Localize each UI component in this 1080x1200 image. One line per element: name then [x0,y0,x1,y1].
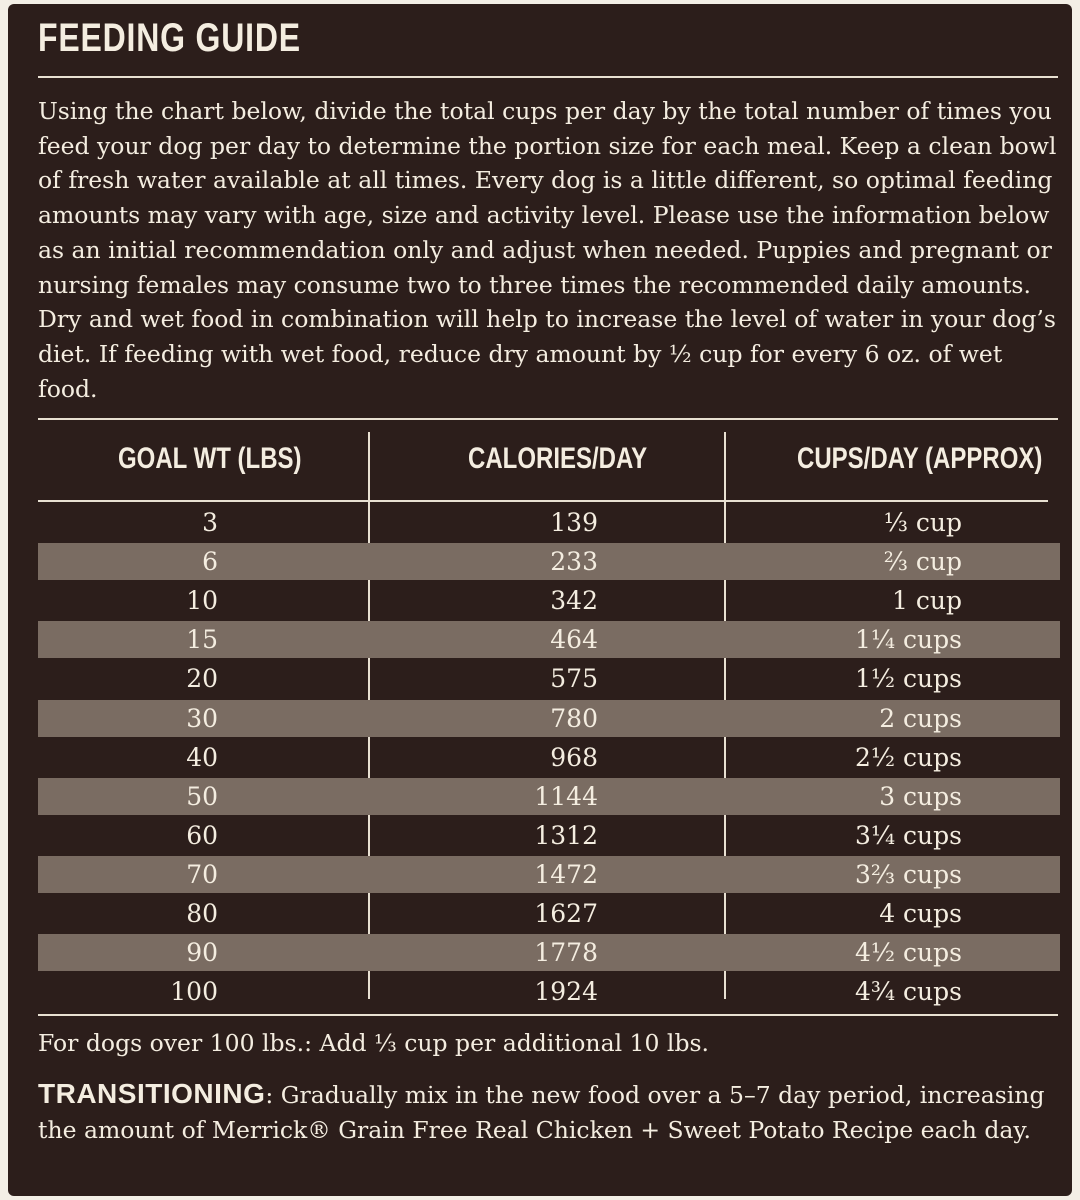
cell-cups: 1½ cups [854,664,962,694]
cell-goal-weight: 15 [186,625,218,655]
feeding-guide-panel [8,4,1072,1196]
cell-goal-weight: 40 [186,742,218,772]
transitioning-section [38,1076,1058,1148]
cell-calories: 1924 [534,977,598,1007]
cell-calories: 968 [550,742,598,772]
table-row [38,543,1060,580]
table-row [38,621,1060,658]
cell-cups: ⅓ cup [883,508,962,537]
cell-cups: 3¼ cups [854,820,962,850]
table-row [38,582,1060,619]
header-cups: CUPS/DAY (APPROX) [797,442,1043,475]
cell-cups: 3⅔ cups [854,859,962,889]
transitioning-text: : Gradually mix in the new food over a 5–7 day period, increasing the amount of Merrick® Grain Free Real Chicken + Sweet Potato Recipe each day. [38,1081,1045,1144]
cell-calories: 139 [550,508,598,537]
large-dog-note: For dogs over 100 lbs.: Add ⅓ cup per additional 10 lbs. [38,1029,710,1057]
table-row [38,817,1060,854]
cell-calories: 464 [550,625,598,655]
table-row [38,778,1060,815]
cell-goal-weight: 90 [186,938,218,968]
cell-cups: 1¼ cups [854,625,962,655]
cell-goal-weight: 10 [186,586,218,616]
cell-goal-weight: 50 [186,781,218,811]
cell-calories: 1778 [534,938,598,968]
cell-cups: 4½ cups [854,938,962,968]
cell-cups: 1 cup [892,586,962,616]
header-divider [38,500,1048,502]
title-divider [38,76,1058,78]
cell-goal-weight: 70 [186,859,218,889]
cell-cups: 3 cups [879,781,962,811]
cell-cups: 2 cups [879,703,962,733]
cell-cups: 4 cups [879,899,962,928]
header-goal-weight: GOAL WT (LBS) [118,442,302,475]
cell-cups: 2½ cups [854,742,962,772]
cell-goal-weight: 30 [186,703,218,733]
table-row [38,973,1060,1010]
cell-cups: 4¾ cups [854,977,962,1007]
cell-goal-weight: 80 [186,899,218,928]
table-row [38,856,1060,893]
cell-calories: 233 [550,547,598,577]
table-row [38,700,1060,737]
table-row [38,934,1060,971]
cell-calories: 575 [550,664,598,694]
transitioning-label: TRANSITIONING [38,1078,266,1109]
cell-calories: 1144 [534,781,598,811]
table-divider [38,1014,1058,1016]
header-calories: CALORIES/DAY [468,442,648,475]
cell-goal-weight: 20 [186,664,218,694]
cell-cups: ⅔ cup [883,547,962,577]
intro-paragraph: Using the chart below, divide the total cups per day by the total number of times you feed your dog per day to determine the portion size for each meal. Keep a clean bowl of fresh water available at all times. Every dog is a little different, so optimal feeding amounts may vary with age, size and activity level. Please use the information below as an initial recommendation only and adjust when needed. Puppies and pregnant or nursing females may consume two to three times the recommended daily amounts. Dry and wet food in combination will help to increase the level of water in your dog’s diet. If feeding with wet food, reduce dry amount by ½ cup for every 6 oz. of wet food. [38,97,1057,403]
table-row [38,660,1060,697]
table-row [38,739,1060,776]
feeding-table [30,424,1060,1014]
intro-divider [38,418,1058,420]
cell-goal-weight: 60 [186,820,218,850]
cell-calories: 342 [550,586,598,616]
cell-calories: 1627 [534,899,598,928]
cell-calories: 1312 [534,820,598,850]
cell-calories: 780 [550,703,598,733]
table-row [38,895,1060,932]
cell-goal-weight: 6 [202,547,218,577]
page-title: FEEDING GUIDE [38,16,301,60]
cell-goal-weight: 100 [170,977,218,1007]
cell-goal-weight: 3 [202,508,218,537]
cell-calories: 1472 [534,859,598,889]
table-row [38,504,1060,541]
